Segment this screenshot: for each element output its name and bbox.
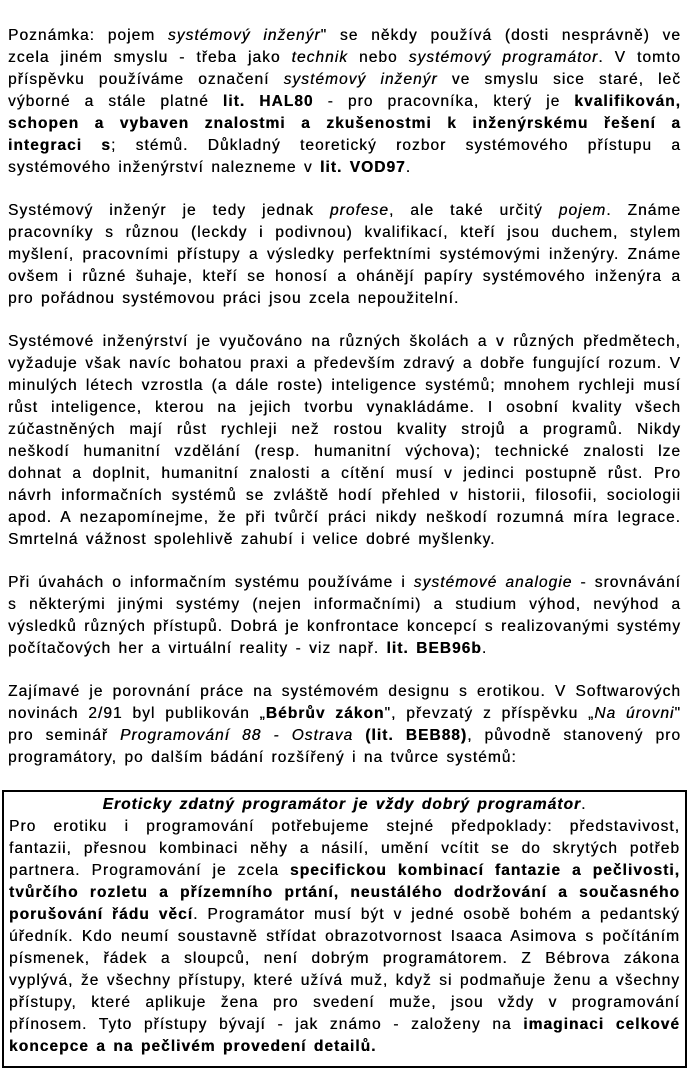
text-segment: pojem — [558, 202, 607, 219]
text-segment: systémový inženýr — [167, 27, 321, 44]
text-segment: Pro erotiku i programování potřebujeme stejné předpoklady: představivost, fantazii, přesnou kombinaci něhy a násilí, umění vcítit se do skrytých potřeb partnera. Programování je zcela — [9, 818, 680, 879]
text-segment: technik — [291, 49, 349, 66]
text-segment: Systémové inženýrství je vyučováno na různých školách a v různých předmětech, vyžaduje však navíc bohatou praxi a především zdravý a dobře fungující rozum. V minulých létech vzrostla (a dále roste) inteligence systémů; mnohem rychleji musí růst inteligence, kterou na jejich tvorbu vynakládáme. I osobní kvality všech zúčastněných mají růst rychleji než rostou kvality strojů a programů. Nikdy neškodí humanitní vzdělání (resp. humanitní výchova); technické znalosti lze dohnat a doplnit, humanitní znalosti a cítění musí v jedinci postupně růst. Pro návrh informačních systémů se zvláště hodí přehled v historii, filosofii, sociologii apod. A nezapomínejme, že při tvůrčí práci nikdy neškodí rozumná míra legrace. Smrtelná vážnost spolehlivě zahubí i velice dobré myšlenky. — [8, 333, 681, 548]
text-segment: - srovnávání s některými jinými systémy (nejen informačními) a studium výhod, nevýhod a výsledků různých přístupů. Dobrá je konfrontace koncepcí s realizovanými systémy počítačových her a virtuální reality - viz např. — [8, 574, 681, 657]
text-segment: Eroticky zdatný programátor je vždy dobrý programátor — [102, 796, 582, 813]
text-segment: - pro pracovníka, který je — [313, 93, 575, 110]
text-segment: . — [581, 796, 587, 813]
text-segment: specifickou kombinací fantazie a pečlivosti, tvůrčího rozletu a přízemního prtání, neustálého dodržování a současného porušování řádu věcí — [9, 862, 680, 923]
paragraph-note — [8, 25, 681, 179]
text-segment: Na úrovni — [594, 705, 675, 722]
text-segment: Bébrův zákon — [265, 705, 385, 722]
text-segment: imaginaci celkové koncepce a na pečlivém provedení detailů. — [9, 1016, 680, 1055]
text-segment: systémové analogie — [413, 574, 573, 591]
text-segment: Při úvahách o informačním systému používáme i — [8, 574, 414, 591]
text-segment: (lit. BEB88) — [365, 727, 468, 744]
text-segment: Systémový inženýr je tedy jednak — [8, 202, 330, 219]
paragraph-profession — [8, 200, 681, 310]
text-segment: , ale také určitý — [388, 202, 559, 219]
bebr-law-box — [2, 790, 687, 1068]
text-segment: nebo — [348, 49, 409, 66]
text-segment: " se někdy používá (dosti nesprávně) ve zcela jiném smyslu - třeba jako — [8, 27, 681, 66]
text-segment: Poznámka: pojem — [8, 27, 168, 44]
text-segment: , původně stanovený pro programátory, po dalším bádání rozšířený i na tvůrce systémů: — [8, 727, 681, 766]
text-segment: ", převzatý z příspěvku „ — [384, 705, 595, 722]
paragraph-education — [8, 331, 681, 551]
text-segment: ; stémů. Důkladný teoretický rozbor systémového přístupu a systémového inženýrství nalezneme v — [8, 137, 681, 176]
text-segment: . Známe pracovníky s různou (leckdy i podivnou) kvalifikací, kteří jsou duchem, stylem myšlení, pracovními přístupy a výsledky perfektními systémovými inženýry. Známe ovšem i různé šuhaje, kteří se honosí a ohánějí papíry systémového inženýra a pro pořádnou systémovou práci jsou zcela nepoužitelní. — [8, 202, 681, 307]
text-segment: . Programátor musí být v jedné osobě bohém a pedantský úředník. Kdo neumí soustavně střídat obrazotvornost Isaaca Asimova s počítáním písmenek, řádek a sloupců, není dobrým programátorem. Z Bébrova zákona vyplývá, že všechny přístupy, které užívá muž, když si podmaňuje ženu a všechny přístupy, které aplikuje žena pro svedení muže, jsou vždy v programování přínosem. Tyto přístupy bývají - jak známo - založeny na — [9, 906, 680, 1033]
text-segment: Zajímavé je porovnání práce na systémovém designu s erotikou. V Softwarových novinách 2/91 byl publikován „ — [8, 683, 681, 722]
text-segment: lit. VOD97 — [320, 159, 406, 176]
text-segment: lit. BEB96b — [386, 640, 482, 657]
law-box-title — [9, 794, 680, 816]
text-segment: profese — [329, 202, 389, 219]
law-box-body — [9, 816, 680, 1058]
text-segment: ve smyslu sice staré, leč výborné a stále platné — [8, 71, 681, 110]
text-segment: systémový inženýr — [283, 71, 438, 88]
text-segment: . — [481, 640, 488, 657]
paragraph-erotics-intro — [8, 681, 681, 769]
text-segment: lit. HAL80 — [222, 93, 314, 110]
paragraph-analogies — [8, 572, 681, 660]
text-segment: kvalifikován, schopen a vybaven znalostmi a zkušenostmi k inženýrskému řešení a integraci s — [8, 93, 681, 154]
text-segment: Programování 88 - Ostrava — [120, 727, 354, 744]
text-segment: . V tomto příspěvku používáme označení — [8, 49, 681, 88]
text-segment: . — [405, 159, 412, 176]
text-segment: " pro seminář — [8, 705, 681, 744]
text-segment: systémový programátor — [408, 49, 599, 66]
text-segment — [353, 727, 365, 744]
